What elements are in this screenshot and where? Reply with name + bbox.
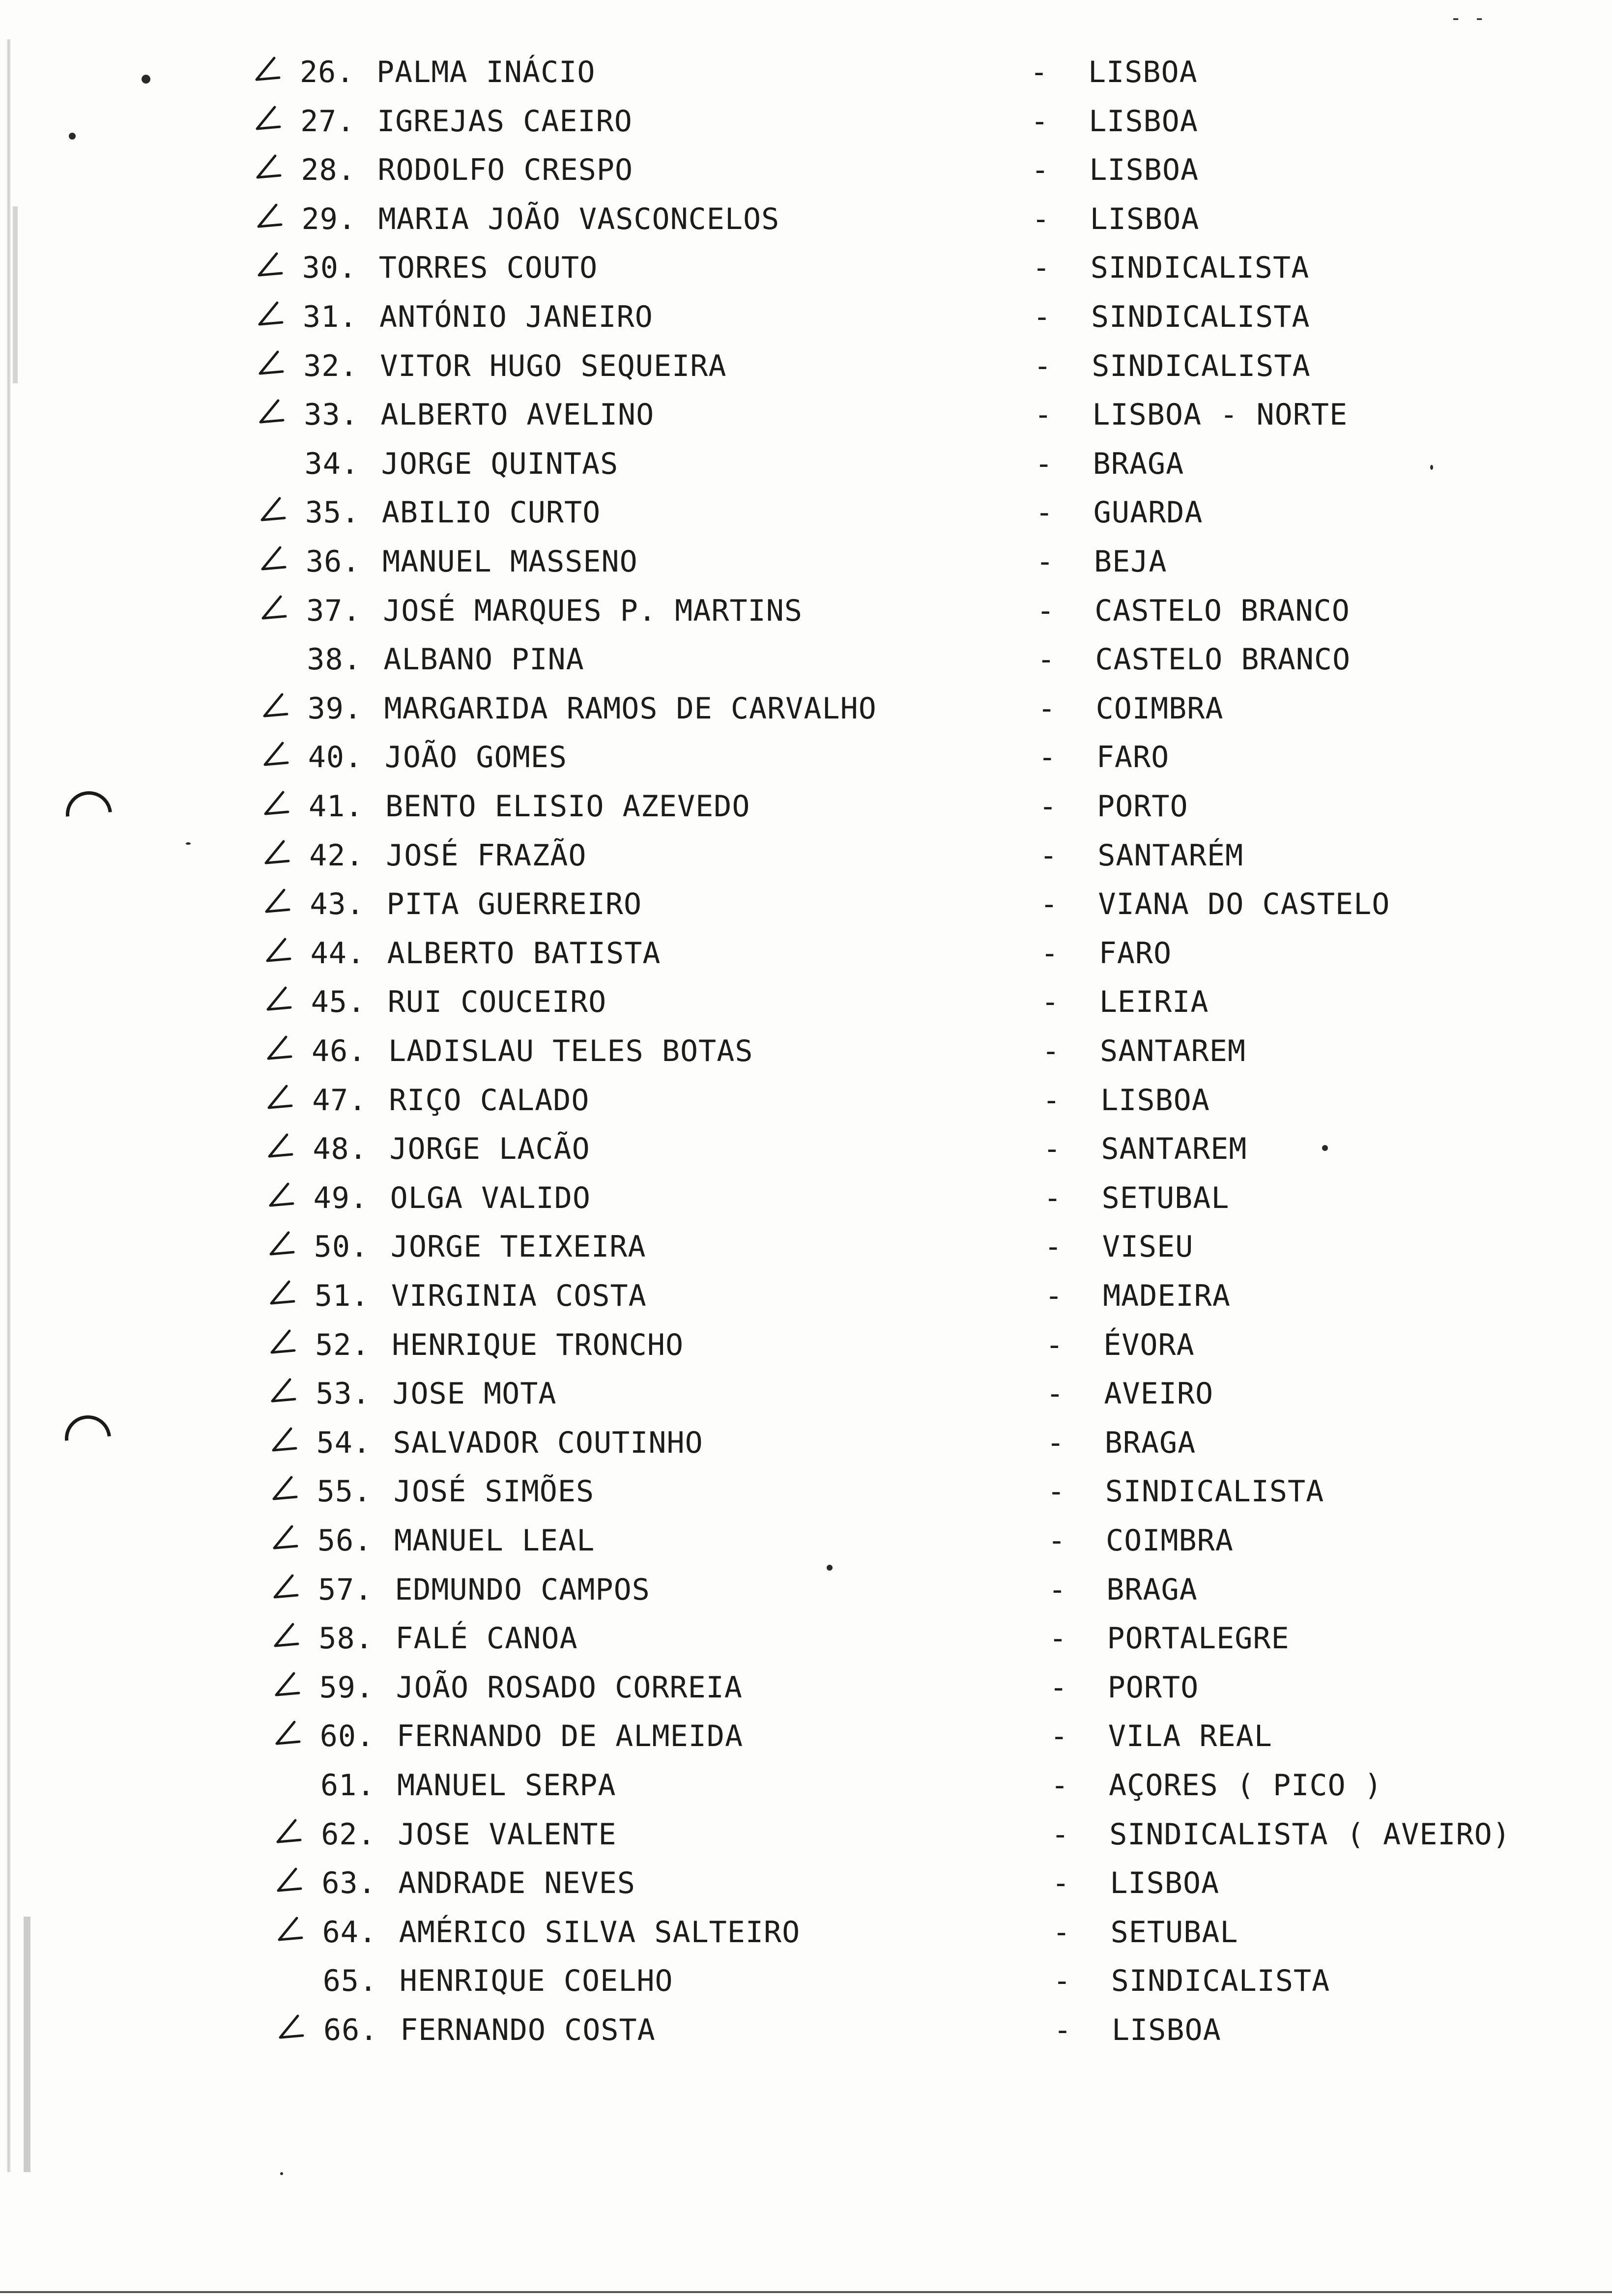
entry-separator: - bbox=[1033, 300, 1052, 334]
entry-name: JOÃO ROSADO CORREIA bbox=[396, 1670, 743, 1705]
list-item bbox=[0, 838, 1612, 883]
list-item bbox=[0, 55, 1612, 99]
entry-name: FALÉ CANOA bbox=[395, 1621, 578, 1656]
list-item bbox=[0, 789, 1612, 833]
entry-number: 56. bbox=[317, 1523, 373, 1558]
entry-number: 39. bbox=[307, 691, 362, 726]
checkmark-icon bbox=[268, 1618, 308, 1653]
entry-location: PORTO bbox=[1107, 1670, 1199, 1705]
entry-number: 28. bbox=[301, 153, 356, 188]
entry-number: 55. bbox=[317, 1474, 372, 1509]
entry-number: 54. bbox=[316, 1425, 371, 1460]
entry-name: EDMUNDO CAMPOS bbox=[395, 1572, 650, 1607]
list-item bbox=[0, 251, 1612, 295]
entry-number: 26. bbox=[300, 55, 355, 89]
entry-location: LISBOA bbox=[1088, 55, 1198, 89]
entry-name: ANTÓNIO JANEIRO bbox=[379, 300, 653, 334]
entry-name: BENTO ELISIO AZEVEDO bbox=[385, 789, 750, 824]
entry-number: 53. bbox=[316, 1377, 371, 1411]
checkmark-icon bbox=[258, 737, 297, 772]
entry-location: SINDICALISTA bbox=[1105, 1474, 1324, 1509]
entry-number: 49. bbox=[313, 1180, 368, 1215]
entry-number: 31. bbox=[303, 300, 358, 334]
entry-location: VISEU bbox=[1102, 1230, 1194, 1264]
entry-name: JOSÉ SIMÕES bbox=[393, 1474, 595, 1509]
entry-separator: - bbox=[1048, 1572, 1067, 1607]
list-item bbox=[0, 642, 1612, 687]
entry-number: 52. bbox=[315, 1327, 370, 1362]
entry-name: VITOR HUGO SEQUEIRA bbox=[380, 348, 727, 383]
checkmark-icon bbox=[264, 1276, 304, 1310]
entry-separator: - bbox=[1034, 398, 1053, 432]
list-item bbox=[0, 1279, 1612, 1323]
checkmark-icon bbox=[263, 1178, 303, 1212]
entry-number: 30. bbox=[302, 251, 357, 286]
entry-name: MANUEL SERPA bbox=[397, 1768, 616, 1803]
checkmark-icon bbox=[256, 542, 295, 576]
checkmark-icon bbox=[258, 689, 297, 723]
entry-name: RIÇO CALADO bbox=[389, 1083, 590, 1118]
entry-number: 47. bbox=[312, 1083, 367, 1118]
checkmark-icon bbox=[272, 1912, 312, 1947]
entry-separator: - bbox=[1035, 495, 1054, 530]
entry-name: JOSÉ FRAZÃO bbox=[386, 838, 587, 873]
list-item bbox=[0, 1426, 1612, 1470]
entry-location: AÇORES ( PICO ) bbox=[1109, 1768, 1382, 1803]
entry-location: COIMBRA bbox=[1095, 691, 1224, 726]
entry-name: MANUEL LEAL bbox=[394, 1523, 595, 1558]
entry-location: BEJA bbox=[1094, 545, 1167, 579]
list-item bbox=[0, 545, 1612, 589]
entry-name: HENRIQUE TRONCHO bbox=[392, 1327, 684, 1362]
entry-name: RODOLFO CRESPO bbox=[377, 153, 633, 188]
entry-separator: - bbox=[1043, 1180, 1062, 1215]
list-item bbox=[0, 1034, 1612, 1078]
checkmark-icon bbox=[253, 297, 292, 331]
top-right-mark: - - bbox=[1450, 7, 1486, 29]
entry-number: 58. bbox=[318, 1621, 374, 1656]
entry-separator: - bbox=[1042, 1034, 1061, 1068]
entry-location: CASTELO BRANCO bbox=[1095, 642, 1351, 677]
list-item bbox=[0, 153, 1612, 197]
checkmark-icon bbox=[259, 884, 299, 918]
entry-location: ÉVORA bbox=[1103, 1327, 1195, 1362]
entry-location: MADEIRA bbox=[1103, 1279, 1231, 1313]
entry-location: BRAGA bbox=[1093, 446, 1184, 481]
checkmark-icon bbox=[259, 835, 298, 870]
checkmark-icon bbox=[250, 101, 289, 136]
entry-number: 33. bbox=[304, 398, 359, 432]
entry-number: 64. bbox=[322, 1915, 377, 1950]
entry-number: 32. bbox=[303, 348, 358, 383]
entry-location: FARO bbox=[1096, 740, 1170, 775]
entry-location: BRAGA bbox=[1106, 1572, 1198, 1607]
entry-name: MARGARIDA RAMOS DE CARVALHO bbox=[384, 691, 877, 726]
list-item bbox=[0, 1377, 1612, 1421]
list-item bbox=[0, 1817, 1612, 1862]
entry-number: 37. bbox=[306, 593, 361, 628]
entry-number: 44. bbox=[310, 936, 365, 971]
entry-number: 40. bbox=[308, 740, 363, 775]
entry-name: ALBERTO AVELINO bbox=[380, 398, 655, 432]
entry-location: LISBOA bbox=[1090, 201, 1200, 236]
list-item bbox=[0, 1132, 1612, 1176]
list-item bbox=[0, 1230, 1612, 1274]
list-item bbox=[0, 1474, 1612, 1519]
entry-location: PORTO bbox=[1097, 789, 1188, 824]
list-item bbox=[0, 1915, 1612, 1959]
list-item bbox=[0, 300, 1612, 344]
list-item bbox=[0, 740, 1612, 784]
checkmark-icon bbox=[264, 1227, 303, 1261]
entry-name: MANUEL MASSENO bbox=[382, 545, 638, 579]
list-item bbox=[0, 104, 1612, 148]
checkmark-icon bbox=[255, 492, 294, 527]
entry-separator: - bbox=[1044, 1230, 1063, 1264]
list-item bbox=[0, 936, 1612, 980]
entry-location: SANTAREM bbox=[1101, 1132, 1247, 1167]
entry-separator: - bbox=[1032, 251, 1051, 286]
list-item bbox=[0, 398, 1612, 442]
entry-location: SETUBAL bbox=[1101, 1180, 1230, 1215]
entry-separator: - bbox=[1038, 740, 1057, 775]
entry-number: 34. bbox=[304, 446, 359, 481]
entry-name: IGREJAS CAEIRO bbox=[377, 104, 633, 139]
entry-name: JOÃO GOMES bbox=[384, 740, 568, 775]
entry-separator: - bbox=[1051, 1817, 1070, 1852]
entry-name: PITA GUERREIRO bbox=[386, 887, 642, 922]
entry-number: 59. bbox=[319, 1670, 374, 1705]
list-item bbox=[0, 1083, 1612, 1127]
entry-location: SINDICALISTA ( AVEIRO) bbox=[1109, 1817, 1511, 1852]
entry-location: VIANA DO CASTELO bbox=[1098, 887, 1390, 922]
entry-name: PALMA INÁCIO bbox=[376, 55, 596, 89]
entry-name: FERNANDO COSTA bbox=[400, 2013, 656, 2047]
checkmark-icon bbox=[262, 1129, 302, 1163]
entry-number: 60. bbox=[319, 1719, 375, 1754]
entry-name: MARIA JOÃO VASCONCELOS bbox=[378, 201, 780, 236]
checkmark-icon bbox=[260, 933, 300, 968]
entry-location: SINDICALISTA bbox=[1111, 1964, 1330, 1999]
entry-name: RUI COUCEIRO bbox=[387, 985, 607, 1020]
entry-name: AMÉRICO SILVA SALTEIRO bbox=[399, 1915, 801, 1950]
entry-number: 50. bbox=[314, 1230, 369, 1264]
checkmark-icon bbox=[261, 982, 300, 1016]
entry-separator: - bbox=[1052, 1866, 1070, 1901]
entry-separator: - bbox=[1040, 936, 1059, 971]
entry-name: ABILIO CURTO bbox=[381, 495, 601, 530]
checkmark-icon bbox=[266, 1423, 306, 1457]
checkmark-icon bbox=[250, 52, 289, 86]
entry-separator: - bbox=[1037, 691, 1056, 726]
checkmark-icon bbox=[267, 1471, 306, 1506]
list-item bbox=[0, 1866, 1612, 1910]
entry-separator: - bbox=[1034, 348, 1052, 383]
checkmark-icon bbox=[273, 2010, 313, 2044]
entry-number: 36. bbox=[306, 545, 361, 579]
entry-number: 42. bbox=[309, 838, 364, 873]
entry-separator: - bbox=[1053, 1964, 1071, 1999]
entry-separator: - bbox=[1050, 1719, 1068, 1754]
entry-location: LISBOA bbox=[1089, 104, 1198, 139]
checkmark-icon bbox=[251, 150, 290, 184]
list-item bbox=[0, 495, 1612, 540]
entry-name: SALVADOR COUTINHO bbox=[393, 1425, 703, 1460]
speck bbox=[280, 2172, 283, 2175]
list-item bbox=[0, 594, 1612, 638]
entry-location: SETUBAL bbox=[1110, 1915, 1238, 1950]
entry-name: JOSÉ MARQUES P. MARTINS bbox=[383, 593, 803, 628]
entry-separator: - bbox=[1039, 789, 1058, 824]
list-item bbox=[0, 985, 1612, 1029]
checkmark-icon bbox=[252, 199, 291, 233]
entry-name: HENRIQUE COELHO bbox=[399, 1964, 673, 1999]
entry-location: SANTARÉM bbox=[1097, 838, 1244, 873]
list-item bbox=[0, 1328, 1612, 1372]
list-item bbox=[0, 1670, 1612, 1715]
entry-number: 57. bbox=[318, 1572, 373, 1607]
checkmark-icon bbox=[261, 1031, 301, 1065]
entry-location: GUARDA bbox=[1093, 495, 1203, 530]
entry-separator: - bbox=[1036, 593, 1055, 628]
entry-separator: - bbox=[1037, 642, 1056, 677]
entry-name: ALBERTO BATISTA bbox=[387, 936, 661, 971]
checkmark-icon bbox=[267, 1521, 307, 1555]
entry-separator: - bbox=[1047, 1474, 1065, 1509]
entry-number: 63. bbox=[321, 1866, 376, 1901]
entry-separator: - bbox=[1030, 55, 1049, 89]
list-item bbox=[0, 1964, 1612, 2008]
entry-separator: - bbox=[1032, 201, 1050, 236]
checkmark-icon bbox=[262, 1080, 301, 1115]
entry-number: 51. bbox=[315, 1279, 370, 1313]
entry-separator: - bbox=[1036, 545, 1055, 579]
entry-separator: - bbox=[1046, 1377, 1065, 1411]
entry-location: SINDICALISTA bbox=[1091, 300, 1310, 334]
entry-location: COIMBRA bbox=[1106, 1523, 1234, 1558]
entry-number: 62. bbox=[321, 1817, 376, 1852]
entry-name: JORGE LACÃO bbox=[389, 1132, 590, 1167]
entry-name: JORGE QUINTAS bbox=[381, 446, 619, 481]
list-item bbox=[0, 2013, 1612, 2057]
entry-name: JOSE VALENTE bbox=[398, 1817, 617, 1852]
checkmark-icon bbox=[265, 1325, 304, 1359]
list-item bbox=[0, 1523, 1612, 1568]
entry-location: LEIRIA bbox=[1099, 985, 1209, 1020]
checkmark-icon bbox=[269, 1667, 309, 1702]
list-item bbox=[0, 447, 1612, 491]
checkmark-icon bbox=[268, 1570, 307, 1604]
entry-number: 38. bbox=[307, 642, 362, 677]
entry-separator: - bbox=[1031, 104, 1049, 139]
checkmark-icon bbox=[252, 248, 291, 282]
entry-name: TORRES COUTO bbox=[378, 251, 598, 286]
entry-separator: - bbox=[1045, 1327, 1064, 1362]
entry-name: FERNANDO DE ALMEIDA bbox=[396, 1719, 744, 1754]
entry-location: SINDICALISTA bbox=[1092, 348, 1311, 383]
entry-location: LISBOA bbox=[1089, 153, 1199, 188]
entry-separator: - bbox=[1040, 887, 1059, 922]
entry-number: 61. bbox=[320, 1768, 375, 1803]
entry-number: 66. bbox=[323, 2013, 378, 2047]
entry-separator: - bbox=[1045, 1279, 1064, 1313]
entry-location: LISBOA bbox=[1100, 1083, 1210, 1118]
entry-separator: - bbox=[1052, 1915, 1071, 1950]
entry-number: 27. bbox=[300, 104, 355, 139]
entry-location: LISBOA bbox=[1110, 1866, 1220, 1901]
checkmark-icon bbox=[265, 1374, 305, 1408]
checkmark-icon bbox=[271, 1863, 311, 1897]
checkmark-icon bbox=[253, 346, 292, 380]
entry-name: VIRGINIA COSTA bbox=[391, 1279, 647, 1313]
entry-number: 46. bbox=[312, 1034, 367, 1068]
list-item bbox=[0, 1573, 1612, 1617]
entry-name: ALBANO PINA bbox=[383, 642, 584, 677]
list-item bbox=[0, 349, 1612, 393]
list-item bbox=[0, 887, 1612, 931]
entry-separator: - bbox=[1035, 446, 1053, 481]
entry-name: LADISLAU TELES BOTAS bbox=[388, 1034, 753, 1068]
entry-name: JOSE MOTA bbox=[392, 1377, 557, 1411]
entry-separator: - bbox=[1054, 2013, 1072, 2047]
entry-separator: - bbox=[1048, 1523, 1066, 1558]
entry-separator: - bbox=[1043, 1132, 1062, 1167]
entry-separator: - bbox=[1049, 1621, 1067, 1656]
entry-separator: - bbox=[1049, 1670, 1068, 1705]
entry-separator: - bbox=[1042, 1083, 1061, 1118]
list-item bbox=[0, 1719, 1612, 1763]
entry-location: SINDICALISTA bbox=[1090, 251, 1310, 286]
entry-number: 65. bbox=[322, 1964, 378, 1999]
entry-location: VILA REAL bbox=[1108, 1719, 1272, 1754]
entry-location: AVEIRO bbox=[1104, 1377, 1214, 1411]
entry-number: 43. bbox=[310, 887, 365, 922]
entry-name: ANDRADE NEVES bbox=[398, 1866, 635, 1901]
entry-location: FARO bbox=[1098, 936, 1172, 971]
list-item bbox=[0, 691, 1612, 736]
entry-separator: - bbox=[1031, 153, 1050, 188]
list-item bbox=[0, 1181, 1612, 1225]
entry-location: BRAGA bbox=[1104, 1425, 1196, 1460]
list-item bbox=[0, 202, 1612, 246]
entry-number: 41. bbox=[309, 789, 364, 824]
entry-separator: - bbox=[1041, 985, 1060, 1020]
entry-separator: - bbox=[1046, 1425, 1065, 1460]
checkmark-icon bbox=[256, 591, 295, 625]
entry-number: 48. bbox=[313, 1132, 368, 1167]
checkmark-icon bbox=[259, 786, 298, 821]
entry-separator: - bbox=[1039, 838, 1058, 873]
checkmark-icon bbox=[271, 1814, 310, 1849]
list-item bbox=[0, 1768, 1612, 1812]
entry-location: LISBOA - NORTE bbox=[1092, 398, 1348, 432]
entry-separator: - bbox=[1051, 1768, 1069, 1803]
entry-location: LISBOA bbox=[1112, 2013, 1221, 2047]
list-item bbox=[0, 1621, 1612, 1665]
entry-location: CASTELO BRANCO bbox=[1094, 593, 1350, 628]
entry-number: 45. bbox=[311, 985, 366, 1020]
entry-name: JORGE TEIXEIRA bbox=[390, 1230, 646, 1264]
checkmark-icon bbox=[270, 1716, 309, 1751]
scan-bottom-edge bbox=[0, 2291, 1612, 2293]
checkmark-icon bbox=[254, 395, 293, 429]
entry-location: SANTAREM bbox=[1100, 1034, 1246, 1068]
entry-number: 29. bbox=[301, 201, 356, 236]
entry-number: 35. bbox=[305, 495, 360, 530]
entry-name: OLGA VALIDO bbox=[390, 1180, 591, 1215]
entry-location: PORTALEGRE bbox=[1107, 1621, 1290, 1656]
